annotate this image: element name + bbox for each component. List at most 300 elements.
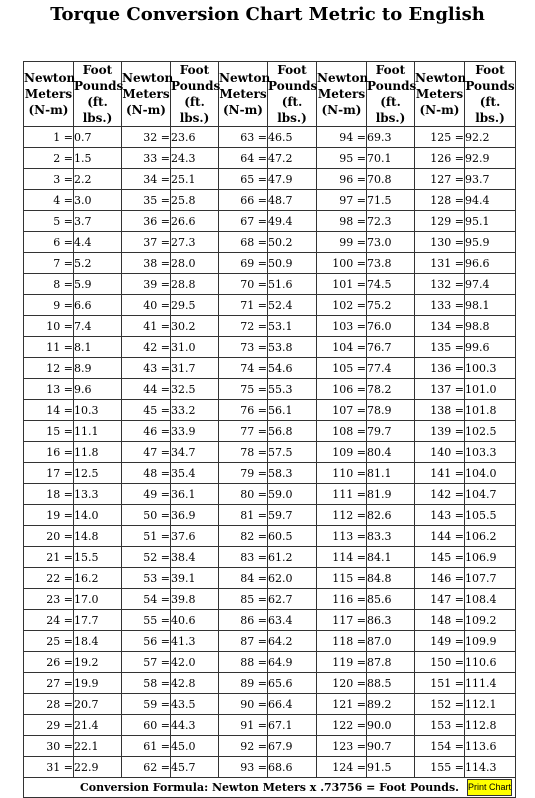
- foot-pounds-cell: 5.2: [74, 253, 122, 274]
- newton-meters-cell: 12 =: [24, 358, 74, 379]
- foot-pounds-cell: 113.6: [465, 736, 516, 757]
- table-row: [24, 505, 516, 526]
- newton-meters-cell: 143 =: [415, 505, 465, 526]
- newton-meters-cell: 102 =: [317, 295, 367, 316]
- page-title: Torque Conversion Chart Metric to English: [50, 4, 485, 25]
- foot-pounds-cell: 78.9: [367, 400, 415, 421]
- newton-meters-cell: 75 =: [219, 379, 268, 400]
- foot-pounds-cell: 81.9: [367, 484, 415, 505]
- foot-pounds-cell: 66.4: [268, 694, 317, 715]
- newton-meters-cell: 133 =: [415, 295, 465, 316]
- header-line: Foot: [277, 63, 307, 77]
- foot-pounds-cell: 5.9: [74, 274, 122, 295]
- foot-pounds-cell: 25.8: [171, 190, 219, 211]
- table-row: [24, 589, 516, 610]
- newton-meters-cell: 20 =: [24, 526, 74, 547]
- foot-pounds-cell: 50.9: [268, 253, 317, 274]
- foot-pounds-cell: 67.9: [268, 736, 317, 757]
- foot-pounds-cell: 22.9: [74, 757, 122, 778]
- newton-meters-cell: 120 =: [317, 673, 367, 694]
- newton-meters-cell: 68 =: [219, 232, 268, 253]
- foot-pounds-cell: 18.4: [74, 631, 122, 652]
- newton-meters-cell: 129 =: [415, 211, 465, 232]
- table-row: [24, 610, 516, 631]
- foot-pounds-cell: 85.6: [367, 589, 415, 610]
- foot-pounds-cell: 76.7: [367, 337, 415, 358]
- newton-meters-cell: 17 =: [24, 463, 74, 484]
- newton-meters-cell: 114 =: [317, 547, 367, 568]
- newton-meters-cell: 115 =: [317, 568, 367, 589]
- header-line: lbs.): [375, 111, 406, 125]
- foot-pounds-cell: 8.1: [74, 337, 122, 358]
- newton-meters-cell: 76 =: [219, 400, 268, 421]
- foot-pounds-cell: 27.3: [171, 232, 219, 253]
- foot-pounds-cell: 14.8: [74, 526, 122, 547]
- foot-pounds-cell: 99.6: [465, 337, 516, 358]
- table-row: [24, 421, 516, 442]
- foot-pounds-cell: 101.8: [465, 400, 516, 421]
- foot-pounds-cell: 106.2: [465, 526, 516, 547]
- foot-pounds-cell: 97.4: [465, 274, 516, 295]
- header-foot-pounds: [74, 62, 122, 127]
- foot-pounds-cell: 72.3: [367, 211, 415, 232]
- newton-meters-cell: 145 =: [415, 547, 465, 568]
- newton-meters-cell: 132 =: [415, 274, 465, 295]
- newton-meters-cell: 134 =: [415, 316, 465, 337]
- foot-pounds-cell: 19.9: [74, 673, 122, 694]
- newton-meters-cell: 5 =: [24, 211, 74, 232]
- foot-pounds-cell: 108.4: [465, 589, 516, 610]
- foot-pounds-cell: 59.7: [268, 505, 317, 526]
- newton-meters-cell: 6 =: [24, 232, 74, 253]
- foot-pounds-cell: 23.6: [171, 127, 219, 148]
- newton-meters-cell: 26 =: [24, 652, 74, 673]
- table-row: [24, 211, 516, 232]
- foot-pounds-cell: 100.3: [465, 358, 516, 379]
- header-line: Foot: [375, 63, 406, 77]
- foot-pounds-cell: 32.5: [171, 379, 219, 400]
- foot-pounds-cell: 73.0: [367, 232, 415, 253]
- newton-meters-cell: 54 =: [122, 589, 171, 610]
- foot-pounds-cell: 11.1: [74, 421, 122, 442]
- foot-pounds-cell: 11.8: [74, 442, 122, 463]
- newton-meters-cell: 7 =: [24, 253, 74, 274]
- newton-meters-cell: 34 =: [122, 169, 171, 190]
- header-line: Foot: [179, 63, 210, 77]
- foot-pounds-cell: 8.9: [74, 358, 122, 379]
- foot-pounds-cell: 87.0: [367, 631, 415, 652]
- table-row: [24, 442, 516, 463]
- header-line: (ft.: [479, 95, 501, 109]
- header-line: Newton: [219, 71, 271, 85]
- header-line: Meters: [415, 87, 464, 101]
- foot-pounds-cell: 104.7: [465, 484, 516, 505]
- footer-row: [24, 778, 516, 798]
- newton-meters-cell: 125 =: [415, 127, 465, 148]
- foot-pounds-cell: 91.5: [367, 757, 415, 778]
- newton-meters-cell: 146 =: [415, 568, 465, 589]
- header-line: Meters: [317, 87, 366, 101]
- foot-pounds-cell: 22.1: [74, 736, 122, 757]
- foot-pounds-cell: 73.8: [367, 253, 415, 274]
- foot-pounds-cell: 7.4: [74, 316, 122, 337]
- newton-meters-cell: 153 =: [415, 715, 465, 736]
- newton-meters-cell: 147 =: [415, 589, 465, 610]
- newton-meters-cell: 144 =: [415, 526, 465, 547]
- foot-pounds-cell: 21.4: [74, 715, 122, 736]
- newton-meters-cell: 81 =: [219, 505, 268, 526]
- foot-pounds-cell: 57.5: [268, 442, 317, 463]
- table-row: [24, 274, 516, 295]
- foot-pounds-cell: 15.5: [74, 547, 122, 568]
- newton-meters-cell: 93 =: [219, 757, 268, 778]
- newton-meters-cell: 79 =: [219, 463, 268, 484]
- newton-meters-cell: 140 =: [415, 442, 465, 463]
- foot-pounds-cell: 94.4: [465, 190, 516, 211]
- header-newton-meters: [317, 62, 367, 127]
- header-row: [24, 62, 516, 127]
- header-line: Foot: [82, 63, 113, 77]
- foot-pounds-cell: 17.0: [74, 589, 122, 610]
- foot-pounds-cell: 107.7: [465, 568, 516, 589]
- newton-meters-cell: 3 =: [24, 169, 74, 190]
- table-row: [24, 190, 516, 211]
- foot-pounds-cell: 52.4: [268, 295, 317, 316]
- header-newton-meters: [122, 62, 174, 127]
- foot-pounds-cell: 63.4: [268, 610, 317, 631]
- header-line: Foot: [475, 63, 505, 77]
- newton-meters-cell: 127 =: [415, 169, 465, 190]
- newton-meters-cell: 109 =: [317, 442, 367, 463]
- newton-meters-cell: 23 =: [24, 589, 74, 610]
- newton-meters-cell: 21 =: [24, 547, 74, 568]
- newton-meters-cell: 36 =: [122, 211, 171, 232]
- newton-meters-cell: 95 =: [317, 148, 367, 169]
- newton-meters-cell: 142 =: [415, 484, 465, 505]
- foot-pounds-cell: 82.6: [367, 505, 415, 526]
- newton-meters-cell: 41 =: [122, 316, 171, 337]
- foot-pounds-cell: 111.4: [465, 673, 516, 694]
- newton-meters-cell: 49 =: [122, 484, 171, 505]
- header-line: lbs.): [82, 111, 113, 125]
- newton-meters-cell: 130 =: [415, 232, 465, 253]
- newton-meters-cell: 105 =: [317, 358, 367, 379]
- foot-pounds-cell: 74.5: [367, 274, 415, 295]
- newton-meters-cell: 83 =: [219, 547, 268, 568]
- newton-meters-cell: 2 =: [24, 148, 74, 169]
- print-chart-button[interactable]: Print Chart: [467, 779, 512, 796]
- newton-meters-cell: 112 =: [317, 505, 367, 526]
- foot-pounds-cell: 70.8: [367, 169, 415, 190]
- foot-pounds-cell: 3.0: [74, 190, 122, 211]
- newton-meters-cell: 9 =: [24, 295, 74, 316]
- newton-meters-cell: 97 =: [317, 190, 367, 211]
- newton-meters-cell: 59 =: [122, 694, 171, 715]
- table-row: [24, 253, 516, 274]
- foot-pounds-cell: 88.5: [367, 673, 415, 694]
- table-row: [24, 526, 516, 547]
- header-newton-meters: [415, 62, 465, 127]
- foot-pounds-cell: 96.6: [465, 253, 516, 274]
- newton-meters-cell: 31 =: [24, 757, 74, 778]
- foot-pounds-cell: 42.0: [171, 652, 219, 673]
- newton-meters-cell: 99 =: [317, 232, 367, 253]
- newton-meters-cell: 78 =: [219, 442, 268, 463]
- newton-meters-cell: 90 =: [219, 694, 268, 715]
- foot-pounds-cell: 110.6: [465, 652, 516, 673]
- table-row: [24, 295, 516, 316]
- newton-meters-cell: 104 =: [317, 337, 367, 358]
- newton-meters-cell: 25 =: [24, 631, 74, 652]
- newton-meters-cell: 116 =: [317, 589, 367, 610]
- newton-meters-cell: 117 =: [317, 610, 367, 631]
- header-line: Pounds: [367, 79, 417, 93]
- newton-meters-cell: 44 =: [122, 379, 171, 400]
- foot-pounds-cell: 35.4: [171, 463, 219, 484]
- foot-pounds-cell: 45.0: [171, 736, 219, 757]
- newton-meters-cell: 131 =: [415, 253, 465, 274]
- header-line: (N-m): [125, 103, 166, 117]
- table-row: [24, 757, 516, 778]
- foot-pounds-cell: 92.9: [465, 148, 516, 169]
- newton-meters-cell: 96 =: [317, 169, 367, 190]
- foot-pounds-cell: 44.3: [171, 715, 219, 736]
- foot-pounds-cell: 33.9: [171, 421, 219, 442]
- newton-meters-cell: 101 =: [317, 274, 367, 295]
- newton-meters-cell: 22 =: [24, 568, 74, 589]
- newton-meters-cell: 66 =: [219, 190, 268, 211]
- newton-meters-cell: 136 =: [415, 358, 465, 379]
- newton-meters-cell: 110 =: [317, 463, 367, 484]
- foot-pounds-cell: 38.4: [171, 547, 219, 568]
- newton-meters-cell: 74 =: [219, 358, 268, 379]
- table-body: [24, 127, 516, 778]
- foot-pounds-cell: 42.8: [171, 673, 219, 694]
- foot-pounds-cell: 86.3: [367, 610, 415, 631]
- newton-meters-cell: 148 =: [415, 610, 465, 631]
- foot-pounds-cell: 3.7: [74, 211, 122, 232]
- newton-meters-cell: 100 =: [317, 253, 367, 274]
- foot-pounds-cell: 55.3: [268, 379, 317, 400]
- newton-meters-cell: 72 =: [219, 316, 268, 337]
- foot-pounds-cell: 48.7: [268, 190, 317, 211]
- header-foot-pounds: [268, 62, 317, 127]
- newton-meters-cell: 92 =: [219, 736, 268, 757]
- foot-pounds-cell: 104.0: [465, 463, 516, 484]
- foot-pounds-cell: 36.9: [171, 505, 219, 526]
- newton-meters-cell: 35 =: [122, 190, 171, 211]
- table-row: [24, 652, 516, 673]
- header-line: Pounds: [171, 79, 221, 93]
- foot-pounds-cell: 90.0: [367, 715, 415, 736]
- newton-meters-cell: 137 =: [415, 379, 465, 400]
- foot-pounds-cell: 84.8: [367, 568, 415, 589]
- footer-cell: [24, 778, 516, 798]
- header-line: Meters: [24, 87, 73, 101]
- newton-meters-cell: 113 =: [317, 526, 367, 547]
- foot-pounds-cell: 68.6: [268, 757, 317, 778]
- newton-meters-cell: 122 =: [317, 715, 367, 736]
- newton-meters-cell: 111 =: [317, 484, 367, 505]
- foot-pounds-cell: 19.2: [74, 652, 122, 673]
- newton-meters-cell: 62 =: [122, 757, 171, 778]
- newton-meters-cell: 45 =: [122, 400, 171, 421]
- foot-pounds-cell: 71.5: [367, 190, 415, 211]
- newton-meters-cell: 73 =: [219, 337, 268, 358]
- table-row: [24, 694, 516, 715]
- header-line: (N-m): [419, 103, 460, 117]
- foot-pounds-cell: 20.7: [74, 694, 122, 715]
- foot-pounds-cell: 95.1: [465, 211, 516, 232]
- newton-meters-cell: 28 =: [24, 694, 74, 715]
- newton-meters-cell: 85 =: [219, 589, 268, 610]
- newton-meters-cell: 67 =: [219, 211, 268, 232]
- newton-meters-cell: 135 =: [415, 337, 465, 358]
- foot-pounds-cell: 103.3: [465, 442, 516, 463]
- foot-pounds-cell: 13.3: [74, 484, 122, 505]
- foot-pounds-cell: 56.1: [268, 400, 317, 421]
- newton-meters-cell: 87 =: [219, 631, 268, 652]
- foot-pounds-cell: 58.3: [268, 463, 317, 484]
- foot-pounds-cell: 114.3: [465, 757, 516, 778]
- header-line: (ft.: [87, 95, 108, 109]
- conversion-formula: Conversion Formula: Newton Meters x .73756 = Foot Pounds.: [79, 781, 459, 794]
- newton-meters-cell: 118 =: [317, 631, 367, 652]
- header-line: Pounds: [268, 79, 318, 93]
- newton-meters-cell: 55 =: [122, 610, 171, 631]
- foot-pounds-cell: 101.0: [465, 379, 516, 400]
- header-line: Pounds: [74, 79, 124, 93]
- foot-pounds-cell: 4.4: [74, 232, 122, 253]
- header-line: (ft.: [380, 95, 401, 109]
- foot-pounds-cell: 102.5: [465, 421, 516, 442]
- header-foot-pounds: [465, 62, 516, 127]
- foot-pounds-cell: 80.4: [367, 442, 415, 463]
- newton-meters-cell: 29 =: [24, 715, 74, 736]
- foot-pounds-cell: 43.5: [171, 694, 219, 715]
- newton-meters-cell: 107 =: [317, 400, 367, 421]
- header-line: lbs.): [475, 111, 505, 125]
- newton-meters-cell: 121 =: [317, 694, 367, 715]
- newton-meters-cell: 13 =: [24, 379, 74, 400]
- foot-pounds-cell: 64.9: [268, 652, 317, 673]
- newton-meters-cell: 91 =: [219, 715, 268, 736]
- header-line: (N-m): [28, 103, 69, 117]
- foot-pounds-cell: 29.5: [171, 295, 219, 316]
- foot-pounds-cell: 69.3: [367, 127, 415, 148]
- header-newton-meters: [219, 62, 271, 127]
- newton-meters-cell: 57 =: [122, 652, 171, 673]
- newton-meters-cell: 155 =: [415, 757, 465, 778]
- foot-pounds-cell: 61.2: [268, 547, 317, 568]
- newton-meters-cell: 16 =: [24, 442, 74, 463]
- newton-meters-cell: 11 =: [24, 337, 74, 358]
- foot-pounds-cell: 47.2: [268, 148, 317, 169]
- foot-pounds-cell: 109.9: [465, 631, 516, 652]
- foot-pounds-cell: 2.2: [74, 169, 122, 190]
- header-line: Newton: [415, 71, 467, 85]
- header-newton-meters: [24, 62, 74, 127]
- header-line: (ft.: [184, 95, 205, 109]
- table-row: [24, 463, 516, 484]
- newton-meters-cell: 126 =: [415, 148, 465, 169]
- newton-meters-cell: 52 =: [122, 547, 171, 568]
- newton-meters-cell: 47 =: [122, 442, 171, 463]
- newton-meters-cell: 77 =: [219, 421, 268, 442]
- newton-meters-cell: 39 =: [122, 274, 171, 295]
- foot-pounds-cell: 62.0: [268, 568, 317, 589]
- foot-pounds-cell: 105.5: [465, 505, 516, 526]
- foot-pounds-cell: 78.2: [367, 379, 415, 400]
- foot-pounds-cell: 81.1: [367, 463, 415, 484]
- header-line: (ft.: [281, 95, 303, 109]
- newton-meters-cell: 124 =: [317, 757, 367, 778]
- newton-meters-cell: 139 =: [415, 421, 465, 442]
- table-row: [24, 568, 516, 589]
- foot-pounds-cell: 45.7: [171, 757, 219, 778]
- foot-pounds-cell: 6.6: [74, 295, 122, 316]
- newton-meters-cell: 64 =: [219, 148, 268, 169]
- newton-meters-cell: 69 =: [219, 253, 268, 274]
- newton-meters-cell: 82 =: [219, 526, 268, 547]
- foot-pounds-cell: 25.1: [171, 169, 219, 190]
- foot-pounds-cell: 109.2: [465, 610, 516, 631]
- foot-pounds-cell: 24.3: [171, 148, 219, 169]
- foot-pounds-cell: 37.6: [171, 526, 219, 547]
- foot-pounds-cell: 36.1: [171, 484, 219, 505]
- foot-pounds-cell: 46.5: [268, 127, 317, 148]
- newton-meters-cell: 128 =: [415, 190, 465, 211]
- foot-pounds-cell: 90.7: [367, 736, 415, 757]
- header-line: lbs.): [277, 111, 307, 125]
- foot-pounds-cell: 84.1: [367, 547, 415, 568]
- foot-pounds-cell: 56.8: [268, 421, 317, 442]
- newton-meters-cell: 80 =: [219, 484, 268, 505]
- newton-meters-cell: 37 =: [122, 232, 171, 253]
- table-row: [24, 127, 516, 148]
- newton-meters-cell: 1 =: [24, 127, 74, 148]
- foot-pounds-cell: 76.0: [367, 316, 415, 337]
- foot-pounds-cell: 28.0: [171, 253, 219, 274]
- newton-meters-cell: 32 =: [122, 127, 171, 148]
- foot-pounds-cell: 60.5: [268, 526, 317, 547]
- newton-meters-cell: 56 =: [122, 631, 171, 652]
- newton-meters-cell: 149 =: [415, 631, 465, 652]
- header-foot-pounds: [171, 62, 219, 127]
- foot-pounds-cell: 65.6: [268, 673, 317, 694]
- foot-pounds-cell: 34.7: [171, 442, 219, 463]
- table-row: [24, 358, 516, 379]
- table-row: [24, 484, 516, 505]
- table-row: [24, 379, 516, 400]
- table-row: [24, 736, 516, 757]
- table-row: [24, 232, 516, 253]
- newton-meters-cell: 70 =: [219, 274, 268, 295]
- foot-pounds-cell: 93.7: [465, 169, 516, 190]
- newton-meters-cell: 86 =: [219, 610, 268, 631]
- table-row: [24, 547, 516, 568]
- foot-pounds-cell: 10.3: [74, 400, 122, 421]
- foot-pounds-cell: 1.5: [74, 148, 122, 169]
- foot-pounds-cell: 98.1: [465, 295, 516, 316]
- table-row: [24, 715, 516, 736]
- foot-pounds-cell: 79.7: [367, 421, 415, 442]
- newton-meters-cell: 89 =: [219, 673, 268, 694]
- foot-pounds-cell: 50.2: [268, 232, 317, 253]
- foot-pounds-cell: 39.8: [171, 589, 219, 610]
- table-row: [24, 169, 516, 190]
- foot-pounds-cell: 31.7: [171, 358, 219, 379]
